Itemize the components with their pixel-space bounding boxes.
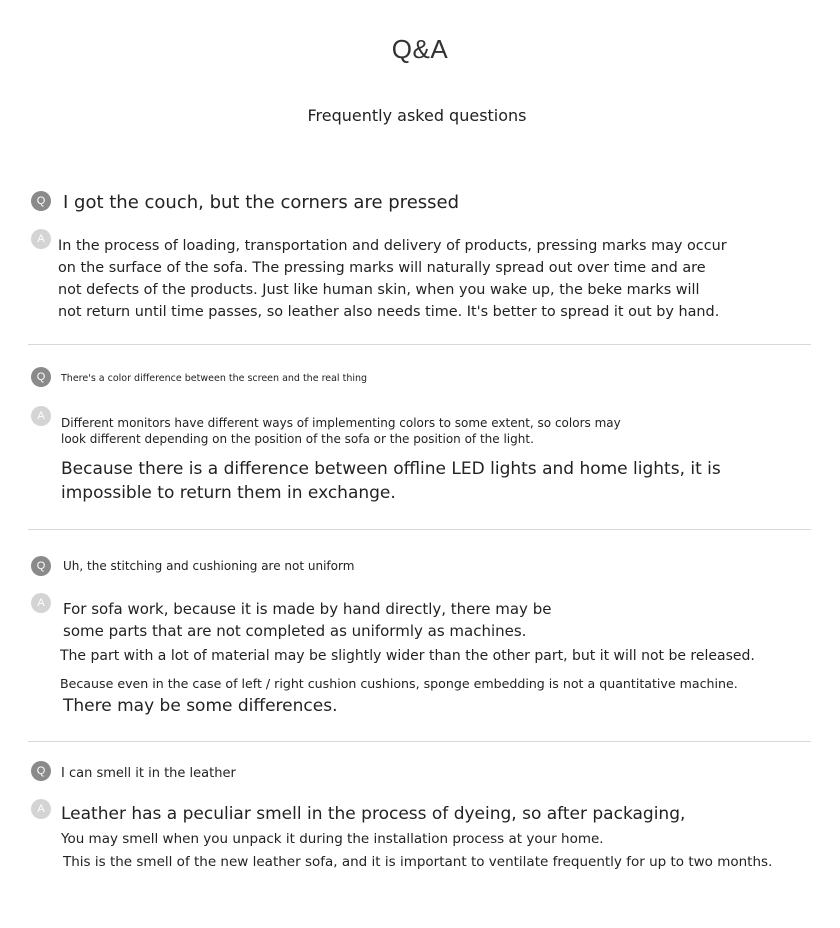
faq-answer-line: There may be some differences. xyxy=(63,696,338,716)
faq-answer-line: not return until time passes, so leather also needs time. It's better to spread it out by hand. xyxy=(58,304,720,320)
question-badge-icon: Q xyxy=(31,556,51,576)
faq-answer-line: In the process of loading, transportation and delivery of products, pressing marks may occur xyxy=(58,238,727,254)
faq-answer-line: The part with a lot of material may be slightly wider than the other part, but it will not be released. xyxy=(60,648,755,664)
section-divider xyxy=(28,741,811,742)
faq-answer-line: Leather has a peculiar smell in the process of dyeing, so after packaging, xyxy=(61,804,686,824)
answer-badge-icon: A xyxy=(31,229,51,249)
faq-answer-line: You may smell when you unpack it during the installation process at your home. xyxy=(61,831,604,847)
faq-answer-line: impossible to return them in exchange. xyxy=(61,483,396,503)
faq-answer-line: look different depending on the position of the sofa or the position of the light. xyxy=(61,432,534,446)
faq-question: There's a color difference between the screen and the real thing xyxy=(61,373,368,384)
faq-answer-line: Because there is a difference between offline LED lights and home lights, it is xyxy=(61,459,721,479)
answer-badge-icon: A xyxy=(31,406,51,426)
faq-answer-line: on the surface of the sofa. The pressing marks will naturally spread out over time and are xyxy=(58,260,706,276)
page-title: Q&A xyxy=(391,34,449,64)
faq-answer-line: This is the smell of the new leather sofa, and it is important to ventilate frequently for up to two months. xyxy=(63,854,773,870)
faq-question: I got the couch, but the corners are pressed xyxy=(63,192,460,213)
section-divider xyxy=(28,529,811,530)
page-subtitle: Frequently asked questions xyxy=(307,106,527,125)
section-divider xyxy=(28,344,811,345)
question-badge-icon: Q xyxy=(31,191,51,211)
faq-question: I can smell it in the leather xyxy=(61,766,236,781)
faq-answer-line: Different monitors have different ways of implementing colors to some extent, so colors may xyxy=(61,416,621,430)
answer-badge-icon: A xyxy=(31,593,51,613)
question-badge-icon: Q xyxy=(31,761,51,781)
question-badge-icon: Q xyxy=(31,367,51,387)
faq-answer-line: For sofa work, because it is made by hand directly, there may be xyxy=(63,600,552,618)
answer-badge-icon: A xyxy=(31,799,51,819)
faq-answer-line: not defects of the products. Just like human skin, when you wake up, the beke marks will xyxy=(58,282,700,298)
faq-answer-line: some parts that are not completed as uniformly as machines. xyxy=(63,622,527,640)
faq-answer-line: Because even in the case of left / right cushion cushions, sponge embedding is not a quantitative machine. xyxy=(60,676,738,691)
faq-question: Uh, the stitching and cushioning are not uniform xyxy=(63,559,355,573)
